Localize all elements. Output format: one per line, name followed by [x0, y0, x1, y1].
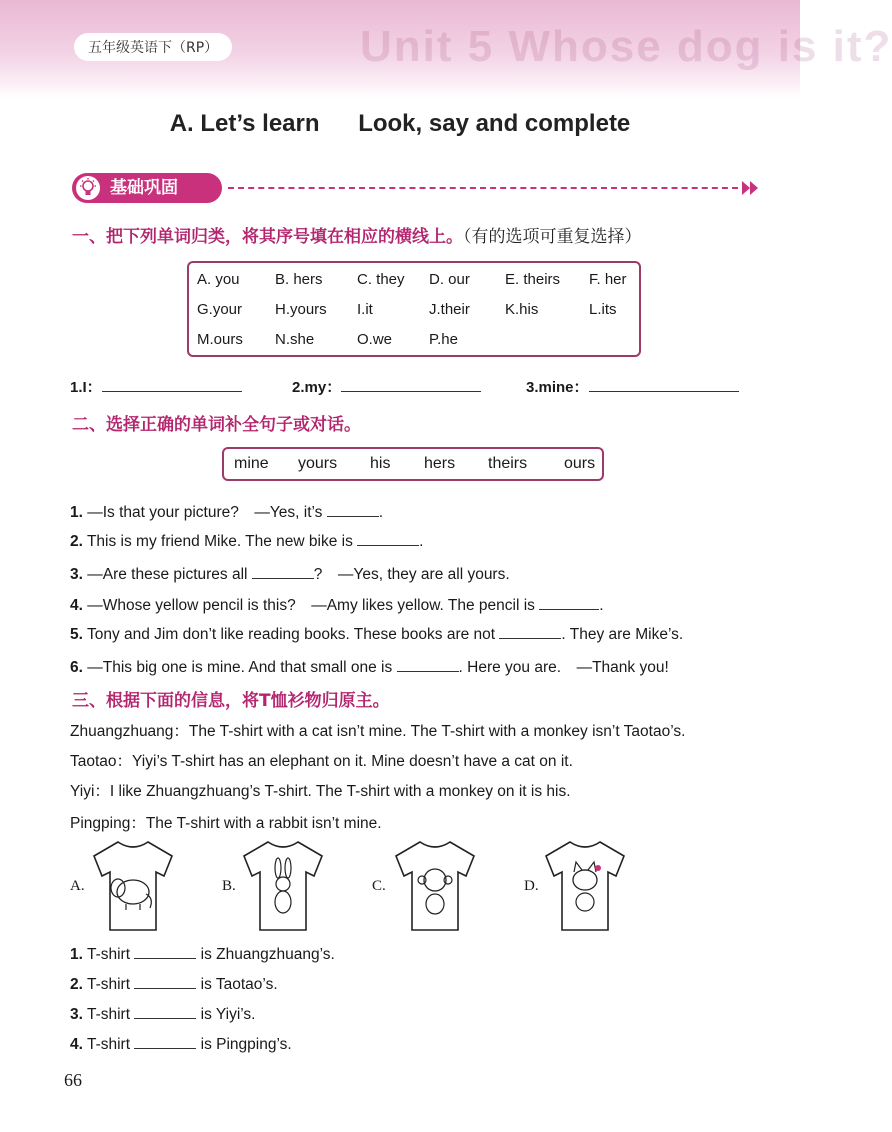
- section-pill: [72, 173, 222, 203]
- category-i: [70, 376, 242, 397]
- item-text: —Whose yellow pencil is this? —Amy likes yellow. The pencil is: [87, 597, 540, 614]
- rabbit-tshirt-icon: [238, 838, 328, 934]
- q1-heading: [72, 222, 642, 247]
- item-text-end: .: [378, 504, 384, 521]
- monkey-tshirt-icon: [390, 838, 480, 934]
- item-text: —Are these pictures all: [87, 566, 252, 583]
- item-text-end: is Taotao’s.: [196, 976, 278, 993]
- q3-item: [70, 974, 278, 994]
- answer-blank[interactable]: [134, 1034, 196, 1049]
- option-word: yours: [298, 455, 338, 472]
- lesson-title: [0, 110, 800, 138]
- answer-blank[interactable]: [539, 595, 599, 610]
- item-text: This is my friend Mike. The new bike is: [86, 533, 358, 550]
- q3-item: [70, 1004, 256, 1024]
- option-word: hers: [424, 455, 456, 472]
- q1-note: （有的选项可重复选择）: [463, 227, 642, 247]
- q2-item: [70, 624, 683, 644]
- item-text: —This big one is mine. And that small one is: [87, 659, 397, 676]
- word-option: N.she: [275, 331, 315, 348]
- answer-blank[interactable]: [499, 624, 561, 639]
- q1-heading-text: 一、把下列单词归类，将其序号填在相应的横线上。: [72, 227, 463, 247]
- option-box: [222, 447, 604, 481]
- item-text-end: is Yiyi’s.: [196, 1006, 256, 1023]
- word-option: M.ours: [197, 331, 243, 348]
- category-mine: [526, 376, 739, 397]
- answer-blank[interactable]: [134, 944, 196, 959]
- word-option: O.we: [357, 331, 393, 348]
- word-option: E. theirs: [505, 271, 561, 288]
- shirt-letter: C.: [372, 878, 386, 894]
- shirt-letter: D.: [524, 878, 539, 894]
- item-number: 1.: [70, 946, 83, 963]
- answer-blank[interactable]: [327, 502, 379, 517]
- word-bank-box: [187, 261, 641, 357]
- word-option: L.its: [589, 301, 617, 318]
- word-option: B. hers: [275, 271, 323, 288]
- q2-item: [70, 593, 604, 615]
- cat-tshirt-icon: [540, 838, 630, 934]
- item-text-end: ? —Yes, they are all yours.: [313, 566, 510, 583]
- clue-line: Pingping：The T-shirt with a rabbit isn’t mine.: [70, 815, 382, 832]
- item-text-end: . They are Mike’s.: [561, 626, 684, 643]
- answer-blank[interactable]: [134, 974, 196, 989]
- category-label: 3.mine：: [526, 379, 589, 396]
- shirt-letter: A.: [70, 878, 85, 894]
- item-number: 2.: [70, 533, 83, 550]
- lightbulb-icon: [76, 176, 100, 200]
- lesson-title-a: A. Let’s learn: [169, 110, 320, 137]
- section-divider: [228, 187, 738, 189]
- answer-blank[interactable]: [252, 564, 314, 579]
- word-option: P.he: [429, 331, 458, 348]
- item-number: 2.: [70, 976, 83, 993]
- q3-item: [70, 1034, 292, 1054]
- item-text-end: is Pingping’s.: [196, 1036, 292, 1053]
- option-word: ours: [564, 455, 596, 472]
- clue-line: Zhuangzhuang：The T-shirt with a cat isn’t mine. The T-shirt with a monkey isn’t Taotao’s.: [70, 723, 686, 740]
- answer-blank[interactable]: [589, 377, 739, 392]
- category-label: 2.my：: [292, 379, 342, 396]
- item-text: —Is that your picture? —Yes, it’s: [87, 504, 327, 521]
- word-option: G.your: [197, 301, 243, 318]
- item-text: Tony and Jim don’t like reading books. These books are not: [86, 626, 500, 643]
- double-arrow-icon: [740, 178, 760, 202]
- item-text: T-shirt: [86, 1006, 135, 1023]
- item-number: 1.: [70, 504, 83, 521]
- q2-item: [70, 531, 423, 551]
- item-text: T-shirt: [86, 946, 135, 963]
- shirt-letter: B.: [222, 878, 236, 894]
- option-word: theirs: [488, 455, 528, 472]
- q2-heading: 二、选择正确的单词补全句子或对话。: [72, 415, 361, 435]
- q2-item: [70, 500, 383, 522]
- item-text: T-shirt: [86, 976, 135, 993]
- section-label: 基础巩固: [110, 178, 178, 198]
- word-option: J.their: [429, 301, 470, 318]
- lesson-title-b: Look, say and complete: [358, 110, 631, 137]
- q3-item: [70, 944, 335, 964]
- item-text-end: . Here you are. —Thank you!: [458, 659, 669, 676]
- option-word: mine: [234, 455, 269, 472]
- category-my: [292, 376, 481, 397]
- item-text-end: .: [419, 533, 424, 550]
- word-option: A. you: [197, 271, 240, 288]
- word-option: C. they: [357, 271, 405, 288]
- q2-item: [70, 655, 669, 677]
- answer-blank[interactable]: [397, 657, 459, 672]
- word-option: H.yours: [275, 301, 327, 318]
- item-number: 6.: [70, 659, 83, 676]
- item-number: 3.: [70, 1006, 83, 1023]
- option-word: his: [370, 455, 391, 472]
- item-text-end: is Zhuangzhuang’s.: [196, 946, 335, 963]
- item-number: 4.: [70, 597, 83, 614]
- word-option: D. our: [429, 271, 470, 288]
- q3-heading: 三、根据下面的信息，将T恤衫物归原主。: [72, 691, 390, 711]
- unit-watermark: Unit 5 Whose dog is it?: [360, 22, 892, 71]
- answer-blank[interactable]: [102, 377, 242, 392]
- answer-blank[interactable]: [341, 377, 481, 392]
- item-number: 3.: [70, 566, 83, 583]
- header-band: [0, 0, 892, 98]
- page-number: 66: [64, 1070, 82, 1090]
- word-option: K.his: [505, 301, 539, 318]
- category-label: 1.I：: [70, 379, 102, 396]
- clue-line: Taotao：Yiyi’s T-shirt has an elephant on it. Mine doesn’t have a cat on it.: [70, 753, 573, 770]
- elephant-tshirt-icon: [88, 838, 178, 934]
- item-number: 4.: [70, 1036, 83, 1053]
- book-tag: 五年级英语下（RP）: [74, 33, 232, 61]
- item-text: T-shirt: [86, 1036, 135, 1053]
- clue-line: Yiyi：I like Zhuangzhuang’s T-shirt. The T-shirt with a monkey on it is his.: [70, 783, 571, 800]
- word-option: I.it: [357, 301, 373, 318]
- item-text-end: .: [599, 597, 604, 614]
- answer-blank[interactable]: [134, 1004, 196, 1019]
- q2-item: [70, 562, 510, 584]
- item-number: 5.: [70, 626, 83, 643]
- section-bar: [72, 173, 762, 203]
- answer-blank[interactable]: [357, 531, 419, 546]
- word-option: F. her: [589, 271, 627, 288]
